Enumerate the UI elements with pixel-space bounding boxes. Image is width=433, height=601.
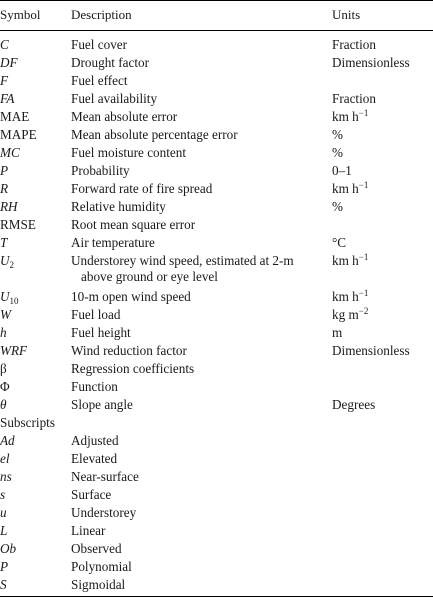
row-description: Regression coefficients — [71, 361, 195, 376]
row-unit — [332, 253, 368, 270]
row-symbol — [0, 289, 19, 306]
header-description: Description — [71, 7, 132, 22]
row-description: Air temperature — [71, 235, 155, 250]
row-unit — [332, 325, 342, 341]
row-symbol — [0, 37, 9, 53]
symbol-text: R — [0, 181, 9, 196]
row-symbol — [0, 415, 55, 431]
row-symbol — [0, 163, 8, 179]
unit-text: Degrees — [332, 397, 376, 412]
unit-text: km h — [332, 289, 359, 304]
symbol-text: FA — [0, 91, 15, 106]
symbol-text: MC — [0, 145, 20, 160]
symbol-text: S — [0, 577, 7, 592]
unit-text: Dimensionless — [332, 343, 410, 358]
row-symbol — [0, 253, 14, 270]
symbol-text: h — [0, 325, 7, 340]
symbol-subscript: 10 — [9, 296, 19, 306]
row-unit — [332, 127, 343, 143]
row-unit — [332, 91, 376, 107]
unit-text: km h — [332, 253, 359, 268]
row-symbol — [0, 577, 7, 593]
symbol-text: Ob — [0, 541, 17, 556]
symbol-text: MAE — [0, 109, 30, 124]
unit-superscript: −1 — [358, 288, 369, 298]
header-units: Units — [332, 7, 361, 22]
row-symbol — [0, 307, 11, 323]
bottom-rule — [0, 596, 433, 597]
row-description: Wind reduction factor — [71, 343, 187, 358]
unit-text: % — [332, 199, 343, 214]
row-symbol — [0, 325, 7, 341]
row-symbol — [0, 73, 8, 89]
unit-text: Fraction — [332, 91, 376, 106]
symbol-text: RH — [0, 199, 18, 214]
row-description: Drought factor — [71, 55, 149, 70]
row-description: Sigmoidal — [71, 577, 126, 592]
row-symbol — [0, 109, 29, 125]
unit-superscript: −1 — [358, 108, 369, 118]
row-symbol — [0, 217, 36, 233]
row-symbol — [0, 523, 7, 539]
row-description: Fuel availability — [71, 91, 158, 106]
row-description: Root mean square error — [71, 217, 196, 232]
unit-text: 0–1 — [332, 163, 352, 178]
row-symbol — [0, 487, 5, 503]
row-description: Forward rate of fire spread — [71, 181, 213, 196]
row-symbol — [0, 397, 6, 413]
row-symbol — [0, 469, 12, 485]
unit-text: km h — [332, 181, 359, 196]
row-symbol — [0, 55, 18, 71]
top-rule — [0, 0, 433, 1]
row-symbol — [0, 343, 27, 359]
row-symbol — [0, 199, 18, 215]
row-description: Fuel moisture content — [71, 145, 187, 160]
row-symbol — [0, 451, 10, 467]
symbol-text: DF — [0, 55, 18, 70]
symbol-text: RMSE — [0, 217, 36, 232]
symbol-text: el — [0, 451, 10, 466]
row-unit — [332, 199, 343, 215]
row-unit — [332, 397, 375, 413]
row-symbol — [0, 127, 37, 143]
unit-text: m — [332, 325, 343, 340]
row-description: Near-surface — [71, 469, 139, 484]
symbol-text: L — [0, 523, 8, 538]
symbol-subscript: 2 — [9, 260, 15, 270]
row-symbol — [0, 433, 15, 449]
row-description: Fuel height — [71, 325, 131, 340]
symbol-text: MAPE — [0, 127, 37, 142]
header-symbol: Symbol — [0, 7, 41, 22]
row-description: Understorey — [71, 505, 137, 520]
symbol-text: Ad — [0, 433, 15, 448]
header-rule — [0, 30, 433, 31]
row-unit — [332, 289, 368, 306]
row-description: Fuel load — [71, 307, 121, 322]
symbol-text: WRF — [0, 343, 28, 358]
row-unit — [332, 37, 376, 53]
unit-text: % — [332, 127, 343, 142]
unit-text: Fraction — [332, 37, 376, 52]
row-description: Function — [71, 379, 118, 394]
unit-text: % — [332, 145, 343, 160]
row-unit — [332, 163, 352, 179]
row-description: Fuel cover — [71, 37, 128, 52]
row-description: Mean absolute percentage error — [71, 127, 238, 142]
row-description: 10-m open wind speed — [71, 289, 191, 304]
symbol-text: Φ — [0, 379, 10, 394]
row-description: Mean absolute error — [71, 109, 178, 124]
symbol-text: P — [0, 163, 9, 178]
unit-superscript: −1 — [358, 252, 369, 262]
unit-superscript: −1 — [358, 180, 369, 190]
unit-text: Dimensionless — [332, 55, 410, 70]
symbol-text: W — [0, 307, 11, 322]
row-symbol — [0, 559, 8, 575]
row-description: Surface — [71, 487, 112, 502]
row-unit — [332, 307, 368, 324]
symbol-text: U — [0, 253, 10, 268]
row-unit — [332, 55, 410, 71]
row-symbol — [0, 235, 7, 251]
row-description: Relative humidity — [71, 199, 166, 214]
row-description: Adjusted — [71, 433, 119, 448]
table-header — [0, 7, 433, 25]
symbol-text: β — [0, 361, 7, 376]
unit-text: kg m — [332, 307, 359, 322]
row-description: Elevated — [71, 451, 118, 466]
row-description: Polynomial — [71, 559, 132, 574]
symbol-text: P — [0, 559, 9, 574]
row-description: Fuel effect — [71, 73, 128, 88]
symbol-text: T — [0, 235, 8, 250]
row-symbol — [0, 91, 14, 107]
row-unit — [332, 181, 368, 198]
row-unit — [332, 145, 343, 161]
symbol-text: u — [0, 505, 7, 520]
row-symbol — [0, 145, 20, 161]
row-unit — [332, 343, 410, 359]
row-symbol — [0, 379, 10, 395]
row-description: Linear — [71, 523, 106, 538]
unit-text: km h — [332, 109, 359, 124]
row-description: Understorey wind speed, estimated at 2-m above ground or eye level — [71, 253, 294, 284]
row-description: Slope angle — [71, 397, 133, 412]
symbol-text: ns — [0, 469, 12, 484]
row-symbol — [0, 505, 7, 521]
symbol-text: s — [0, 487, 6, 502]
row-unit — [332, 235, 346, 251]
row-description: Probability — [71, 163, 130, 178]
unit-text: °C — [332, 235, 347, 250]
unit-superscript: −2 — [358, 306, 369, 316]
row-symbol — [0, 361, 7, 377]
row-symbol — [0, 541, 16, 557]
row-description: Observed — [71, 541, 122, 556]
symbol-text: U — [0, 289, 10, 304]
symbol-text: F — [0, 73, 9, 88]
symbol-text: Subscripts — [0, 415, 55, 430]
symbol-text: θ — [0, 397, 7, 412]
symbol-text: C — [0, 37, 9, 52]
row-unit — [332, 109, 368, 126]
row-symbol — [0, 181, 8, 197]
